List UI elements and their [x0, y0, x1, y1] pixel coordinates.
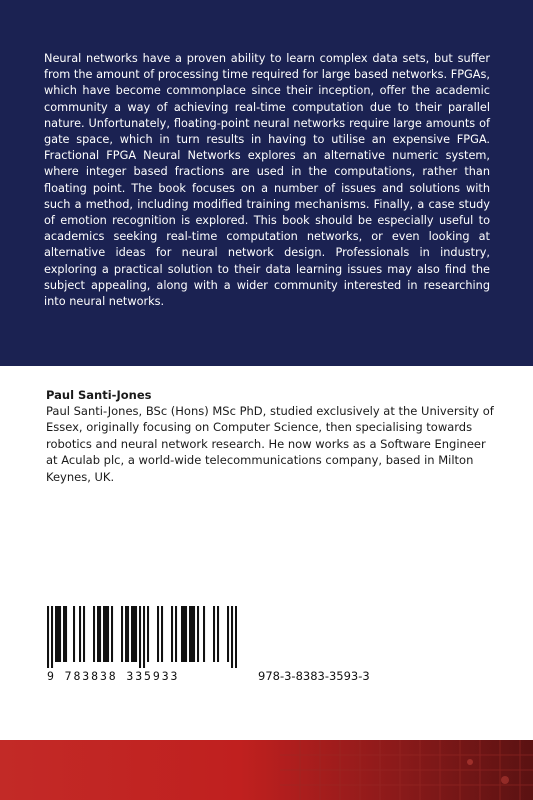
barcode-bar	[135, 606, 137, 662]
barcode-bar	[235, 606, 237, 668]
barcode-bar	[51, 606, 53, 668]
blurb-panel	[0, 0, 533, 366]
barcode-bar	[183, 606, 185, 662]
barcode-bar	[133, 606, 135, 662]
barcode-bar	[99, 606, 101, 662]
barcode-bar	[57, 606, 59, 662]
barcode-bar	[47, 606, 49, 668]
barcode-bar	[105, 606, 107, 662]
barcode-bars	[47, 606, 237, 668]
barcode-bar	[147, 606, 149, 662]
barcode-bar	[107, 606, 109, 662]
barcode-bar	[157, 606, 159, 662]
barcode-digits: 9 783838 335933	[47, 669, 180, 683]
blurb-text: Neural networks have a proven ability to learn complex data sets, but suffer from the amount of processing time required for large based networks. FPGAs, which have become commonplace since their inception, offer the academic community a way of achieving real-time computation due to their parallel nature. Unfortunately, floating-point neural networks require large amounts of gate space, which in turn results in having to utilise an expensive FPGA. Fractional FPGA Neural Networks explores an alternative numeric system, where integer based fractions are used in the computations, rather than floating point. The book focuses on a number of issues and solutions with such a method, including modified training mechanisms. Finally, a case study of emotion recognition is explored. This book should be especially useful to academics seeking real-time computation networks, or even looking at alternative ideas for neural network design. Professionals in industry, exploring a practical solution to their data learning issues may also find the subject appealing, along with a wider community interested in researching into neural networks.	[44, 52, 490, 309]
barcode-bar	[217, 606, 219, 662]
author-section	[46, 387, 496, 485]
barcode-bar	[161, 606, 163, 662]
barcode-bar	[63, 606, 65, 662]
barcode-bar	[103, 606, 105, 662]
author-bio: Paul Santi-Jones, BSc (Hons) MSc PhD, studied exclusively at the University of Essex, originally focusing on Computer Science, then specialising towards robotics and neural network research. He now works as a Software Engineer at Aculab plc, a world-wide telecommunications company, based in Milton Keynes, UK.	[46, 404, 494, 484]
barcode-bar	[213, 606, 215, 662]
barcode-bar	[231, 606, 233, 668]
barcode-bar	[93, 606, 95, 662]
isbn-number: 978-3-8383-3593-3	[258, 669, 370, 683]
author-name: Paul Santi-Jones	[46, 388, 152, 402]
barcode-bar	[73, 606, 75, 662]
barcode	[47, 606, 237, 682]
barcode-bar	[181, 606, 183, 662]
barcode-bar	[193, 606, 195, 662]
barcode-bar	[189, 606, 191, 662]
barcode-bar	[131, 606, 133, 662]
barcode-bar	[175, 606, 177, 662]
barcode-bar	[121, 606, 123, 662]
barcode-bar	[185, 606, 187, 662]
barcode-bar	[65, 606, 67, 662]
barcode-bar	[139, 606, 141, 668]
barcode-bar	[171, 606, 173, 662]
bottom-band	[0, 740, 533, 800]
barcode-bar	[197, 606, 199, 662]
barcode-bar	[83, 606, 85, 662]
barcode-bar	[97, 606, 99, 662]
barcode-bar	[143, 606, 145, 668]
barcode-bar	[127, 606, 129, 662]
barcode-bar	[125, 606, 127, 662]
barcode-bar	[203, 606, 205, 662]
barcode-bar	[79, 606, 81, 662]
barcode-bar	[59, 606, 61, 662]
barcode-bar	[111, 606, 113, 662]
barcode-bar	[191, 606, 193, 662]
barcode-bar	[55, 606, 57, 662]
barcode-bar	[227, 606, 229, 662]
